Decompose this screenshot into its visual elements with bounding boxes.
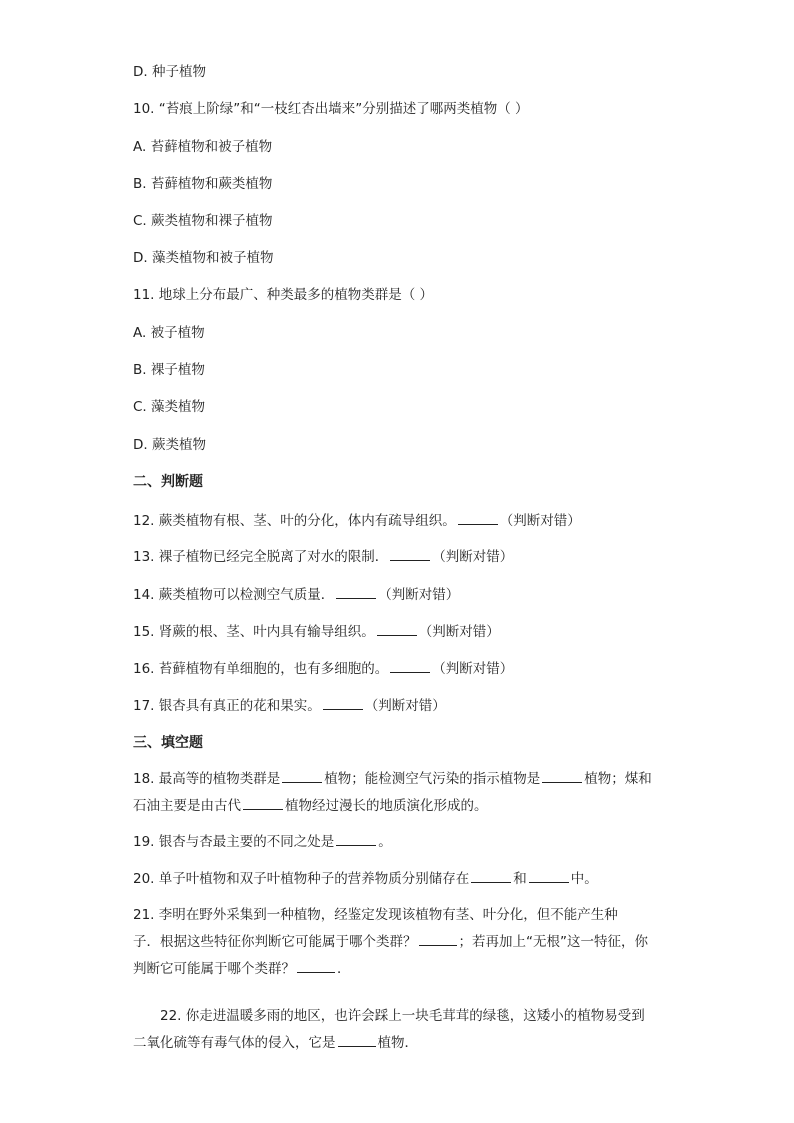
judge-question-15 bbox=[133, 621, 500, 642]
answer-blank[interactable] bbox=[336, 831, 376, 846]
answer-blank[interactable] bbox=[471, 868, 511, 883]
fill-question-19 bbox=[133, 831, 392, 852]
question-suffix: （判断对错） bbox=[432, 661, 514, 677]
question-text: 植物． bbox=[377, 1035, 418, 1051]
answer-blank[interactable] bbox=[390, 546, 430, 561]
section-heading-judge: 二、判断题 bbox=[133, 474, 203, 490]
judge-question-16 bbox=[133, 658, 513, 679]
question-text: 中。 bbox=[570, 871, 598, 887]
question-text: 16. 苔藓植物有单细胞的，也有多细胞的。 bbox=[133, 661, 389, 677]
q10-option-d: D. 藻类植物和被子植物 bbox=[133, 250, 274, 266]
question-text: 20. 单子叶植物和双子叶植物种子的营养物质分别储存在 bbox=[133, 871, 470, 887]
answer-blank[interactable] bbox=[529, 868, 569, 883]
q10-option-a: A. 苔藓植物和被子植物 bbox=[133, 139, 273, 155]
question-text: 植物；能检测空气污染的指示植物是 bbox=[324, 771, 541, 787]
question-suffix: （判断对错） bbox=[364, 698, 446, 714]
question-text: 二氧化硫等有毒气体的侵入，它是 bbox=[133, 1035, 336, 1051]
q11-option-d: D. 蕨类植物 bbox=[133, 437, 206, 453]
fill-question-18 bbox=[133, 766, 663, 820]
section-heading-fill: 三、填空题 bbox=[133, 735, 203, 751]
answer-blank[interactable] bbox=[243, 795, 283, 810]
question-text: 15. 肾蕨的根、茎、叶内具有输导组织。 bbox=[133, 624, 375, 640]
question-text: 和 bbox=[513, 871, 527, 887]
question-text: 21. 李明在野外采集到一种植物，经鉴定发现该植物有茎、叶分化，但不能产生种 bbox=[133, 907, 618, 923]
answer-blank[interactable] bbox=[419, 931, 457, 946]
judge-question-13 bbox=[133, 546, 513, 567]
question-text: 22. 你走进温暖多雨的地区，也许会踩上一块毛茸茸的绿毯，这矮小的植物易受到 bbox=[160, 1008, 645, 1024]
question-text: ． bbox=[337, 961, 351, 977]
q10-option-b: B. 苔藓植物和蕨类植物 bbox=[133, 176, 273, 192]
q10-option-c: C. 蕨类植物和裸子植物 bbox=[133, 213, 273, 229]
question-text: 13. 裸子植物已经完全脱离了对水的限制． bbox=[133, 549, 389, 565]
question-text: 石油主要是由古代 bbox=[133, 798, 241, 814]
question-text: 18. 最高等的植物类群是 bbox=[133, 771, 281, 787]
fill-question-21 bbox=[133, 902, 663, 983]
answer-blank[interactable] bbox=[336, 584, 376, 599]
q11-option-c: C. 藻类植物 bbox=[133, 399, 206, 415]
answer-blank[interactable] bbox=[282, 768, 322, 783]
question-suffix: （判断对错） bbox=[432, 549, 514, 565]
q11-option-b: B. 裸子植物 bbox=[133, 362, 205, 378]
question-suffix: （判断对错） bbox=[418, 624, 500, 640]
judge-question-17 bbox=[133, 695, 446, 716]
q10-question: 10. “苔痕上阶绿”和“一枝红杏出墙来”分别描述了哪两类植物（ ） bbox=[133, 101, 529, 117]
question-text: 植物；煤和 bbox=[584, 771, 652, 787]
q9-option-d: D. 种子植物 bbox=[133, 64, 206, 80]
question-text: 12. 蕨类植物有根、茎、叶的分化，体内有疏导组织。 bbox=[133, 513, 456, 529]
judge-question-12 bbox=[133, 510, 581, 531]
question-text: 19. 银杏与杏最主要的不同之处是 bbox=[133, 834, 335, 850]
question-text: 判断它可能属于哪个类群？ bbox=[133, 961, 295, 977]
answer-blank[interactable] bbox=[458, 510, 498, 525]
q11-option-a: A. 被子植物 bbox=[133, 325, 205, 341]
fill-question-22-cont bbox=[133, 1030, 663, 1057]
question-text: 。 bbox=[378, 834, 392, 850]
q11-question: 11. 地球上分布最广、种类最多的植物类群是（ ） bbox=[133, 287, 434, 303]
answer-blank[interactable] bbox=[542, 768, 582, 783]
answer-blank[interactable] bbox=[323, 695, 363, 710]
answer-blank[interactable] bbox=[338, 1032, 376, 1047]
question-suffix: （判断对错） bbox=[378, 587, 460, 603]
question-suffix: （判断对错） bbox=[499, 513, 581, 529]
question-text: 植物经过漫长的地质演化形成的。 bbox=[285, 798, 488, 814]
fill-question-22 bbox=[160, 1003, 665, 1030]
answer-blank[interactable] bbox=[377, 621, 417, 636]
question-text: 17. 银杏具有真正的花和果实。 bbox=[133, 698, 321, 714]
judge-question-14 bbox=[133, 584, 459, 605]
question-text: 14. 蕨类植物可以检测空气质量． bbox=[133, 587, 335, 603]
answer-blank[interactable] bbox=[390, 658, 430, 673]
answer-blank[interactable] bbox=[297, 958, 335, 973]
question-text: 子．根据这些特征你判断它可能属于哪个类群？ bbox=[133, 934, 417, 950]
question-text: ；若再加上“无根”这一特征，你 bbox=[458, 934, 648, 950]
fill-question-20 bbox=[133, 868, 598, 889]
